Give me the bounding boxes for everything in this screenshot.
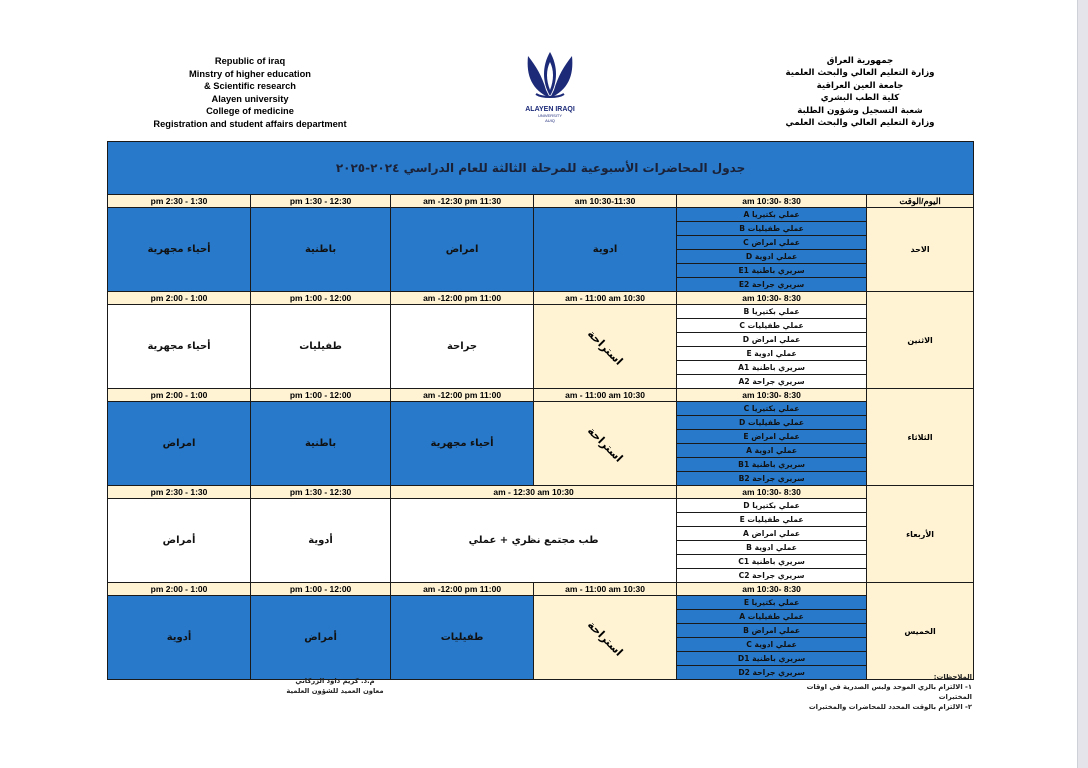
header-english-line: Registration and student affairs department: [153, 118, 347, 129]
lab-slot: سريري جراحة C2: [677, 569, 867, 583]
subject-cell: أدوية: [251, 499, 391, 583]
day-thursday: الخميس: [867, 583, 974, 680]
lab-slot: عملي ادوية A: [677, 444, 867, 458]
lab-slot: عملي ادوية D: [677, 250, 867, 264]
tulip-logo-icon: [522, 50, 578, 102]
header-english-line: Alayen university: [211, 93, 289, 104]
day-sunday: الاحد: [867, 208, 974, 292]
time-slot: 10:30-11:30 am: [534, 195, 677, 208]
break-label: استراحة: [584, 326, 626, 368]
subject-cell: أمراض: [251, 596, 391, 680]
lab-slot: سريري باطنية D1: [677, 652, 867, 666]
subject-cell: طفيليات: [391, 596, 534, 680]
lab-slot: سريري جراحة D2: [677, 666, 867, 680]
subject-cell: باطنية: [251, 208, 391, 292]
time-slot: 8:30 -10:30 am: [677, 389, 867, 402]
subject-cell: امراض: [108, 402, 251, 486]
lab-slot: عملي امراض D: [677, 333, 867, 347]
header-arabic-line: شعبة التسجيل وشؤون الطلبة: [797, 105, 923, 116]
signature-block: [272, 676, 398, 696]
lab-slot: عملي بكتيريا C: [677, 402, 867, 416]
lab-slot: سريري جراحة A2: [677, 375, 867, 389]
subject-cell: أمراض: [108, 499, 251, 583]
day-wednesday: الأربعاء: [867, 486, 974, 583]
note-item: ٢- الالتزام بالوقت المحدد للمحاضرات والمختبرات: [808, 703, 972, 711]
schedule-table: [107, 141, 974, 680]
break-cell: [534, 596, 677, 680]
lab-slot: عملي طفيليات A: [677, 610, 867, 624]
time-slot: 12:00 - 1:00 pm: [251, 292, 391, 305]
day-monday: الاثنين: [867, 292, 974, 389]
header-arabic-line: جمهورية العراق: [826, 56, 894, 66]
lab-slot: سريري جراحة B2: [677, 472, 867, 486]
time-slot: 12:30 - 1:30 pm: [251, 486, 391, 499]
lab-slot: سريري جراحة E2: [677, 278, 867, 292]
lab-slot: سريري باطنية B1: [677, 458, 867, 472]
day-tuesday: الثلاثاء: [867, 389, 974, 486]
time-slot: 1:30 - 2:30 pm: [108, 195, 251, 208]
lab-slot: عملي امراض B: [677, 624, 867, 638]
time-slot: 10:30 am - 12:30 am: [391, 486, 677, 499]
lab-slot: عملي ادوية C: [677, 638, 867, 652]
header-arabic: [760, 55, 960, 129]
time-slot: 8:30 -10:30 am: [677, 195, 867, 208]
time-slot: 1:00 - 2:00 pm: [108, 583, 251, 596]
lab-slot: عملي بكتيريا A: [677, 208, 867, 222]
schedule-title: جدول المحاضرات الأسبوعية للمرحلة الثالثة للعام الدراسي ٢٠٢٤-٢٠٢٥: [108, 142, 974, 195]
subject-cell: أحياء مجهرية: [391, 402, 534, 486]
subject-cell: أحياء مجهرية: [108, 208, 251, 292]
subject-cell: باطنية: [251, 402, 391, 486]
time-slot: 1:00 - 2:00 pm: [108, 292, 251, 305]
notes-block: [780, 672, 972, 712]
lab-slot: عملي بكتيريا B: [677, 305, 867, 319]
lab-slot: عملي امراض C: [677, 236, 867, 250]
header-english: [140, 55, 360, 130]
logo-name: ALAYEN IRAQI: [525, 106, 575, 113]
time-slot: 10:30 am - 11:00 am: [534, 292, 677, 305]
subject-cell: طب مجتمع نظري + عملي: [391, 499, 677, 583]
time-slot: 1:00 - 2:00 pm: [108, 389, 251, 402]
notes-heading: الملاحظات:: [933, 673, 972, 681]
day-time-header: اليوم/الوقت: [867, 195, 974, 208]
time-slot: 11:00 am -12:00 pm: [391, 389, 534, 402]
subject-cell: امراض: [391, 208, 534, 292]
header-english-line: & Scientific research: [204, 81, 296, 91]
lab-slot: عملي طفيليات E: [677, 513, 867, 527]
lab-slot: سريري باطنية A1: [677, 361, 867, 375]
time-slot: 10:30 am - 11:00 am: [534, 389, 677, 402]
lab-slot: عملي ادوية E: [677, 347, 867, 361]
header-arabic-line: كلية الطب البشري: [820, 93, 900, 104]
lab-slot: سريري باطنية E1: [677, 264, 867, 278]
time-slot: 11:00 am -12:00 pm: [391, 583, 534, 596]
note-item: ١- الالتزام بالزي الموحد ولبس الصدرية في اوقات المختبرات: [806, 683, 972, 701]
time-slot: 1:30 - 2:30 pm: [108, 486, 251, 499]
time-slot: 12:30 - 1:30 pm: [251, 195, 391, 208]
subject-cell: ادوية: [534, 208, 677, 292]
subject-cell: طفيليات: [251, 305, 391, 389]
lab-slot: سريري باطنية C1: [677, 555, 867, 569]
lab-slot: عملي بكتيريا D: [677, 499, 867, 513]
time-slot: 8:30 -10:30 am: [677, 486, 867, 499]
lab-slot: عملي طفيليات C: [677, 319, 867, 333]
time-slot: 8:30 -10:30 am: [677, 583, 867, 596]
time-slot: 11:00 am -12:00 pm: [391, 292, 534, 305]
university-logo: [516, 50, 584, 130]
signature-name: م.د. كريم داود الزركاني: [295, 677, 375, 685]
time-slot: 10:30 am - 11:00 am: [534, 583, 677, 596]
logo-sub: UNIVERSITY: [537, 113, 562, 118]
header-english-line: Minstry of higher education: [189, 68, 311, 79]
subject-cell: جراحة: [391, 305, 534, 389]
subject-cell: أدوية: [108, 596, 251, 680]
header-arabic-line: وزارة التعليم العالي والبحث العلمية: [785, 68, 935, 79]
lab-slot: عملي بكتيريا E: [677, 596, 867, 610]
header-arabic-line: وزارة التعليم العالي والبحث العلمي: [785, 118, 935, 129]
header-english-line: Republic of iraq: [214, 56, 286, 66]
lab-slot: عملي طفيليات B: [677, 222, 867, 236]
time-slot: 12:00 - 1:00 pm: [251, 389, 391, 402]
lab-slot: عملي ادوية B: [677, 541, 867, 555]
subject-cell: أحياء مجهرية: [108, 305, 251, 389]
break-cell: [534, 305, 677, 389]
lab-slot: عملي امراض E: [677, 430, 867, 444]
signature-title: معاون العميد للشؤون العلمية: [286, 687, 384, 695]
header-arabic-line: جامعة العين العراقية: [816, 80, 904, 91]
lab-slot: عملي طفيليات D: [677, 416, 867, 430]
scrollbar-edge: [1077, 0, 1088, 768]
header-english-line: College of medicine: [206, 106, 294, 116]
time-slot: 8:30 -10:30 am: [677, 292, 867, 305]
break-cell: [534, 402, 677, 486]
time-slot: 11:30 am -12:30 pm: [391, 195, 534, 208]
break-label: استراحة: [584, 423, 626, 465]
break-label: استراحة: [584, 617, 626, 659]
time-slot: 12:00 - 1:00 pm: [251, 583, 391, 596]
logo-sub: AUIQ: [545, 118, 555, 123]
lab-slot: عملي امراض A: [677, 527, 867, 541]
